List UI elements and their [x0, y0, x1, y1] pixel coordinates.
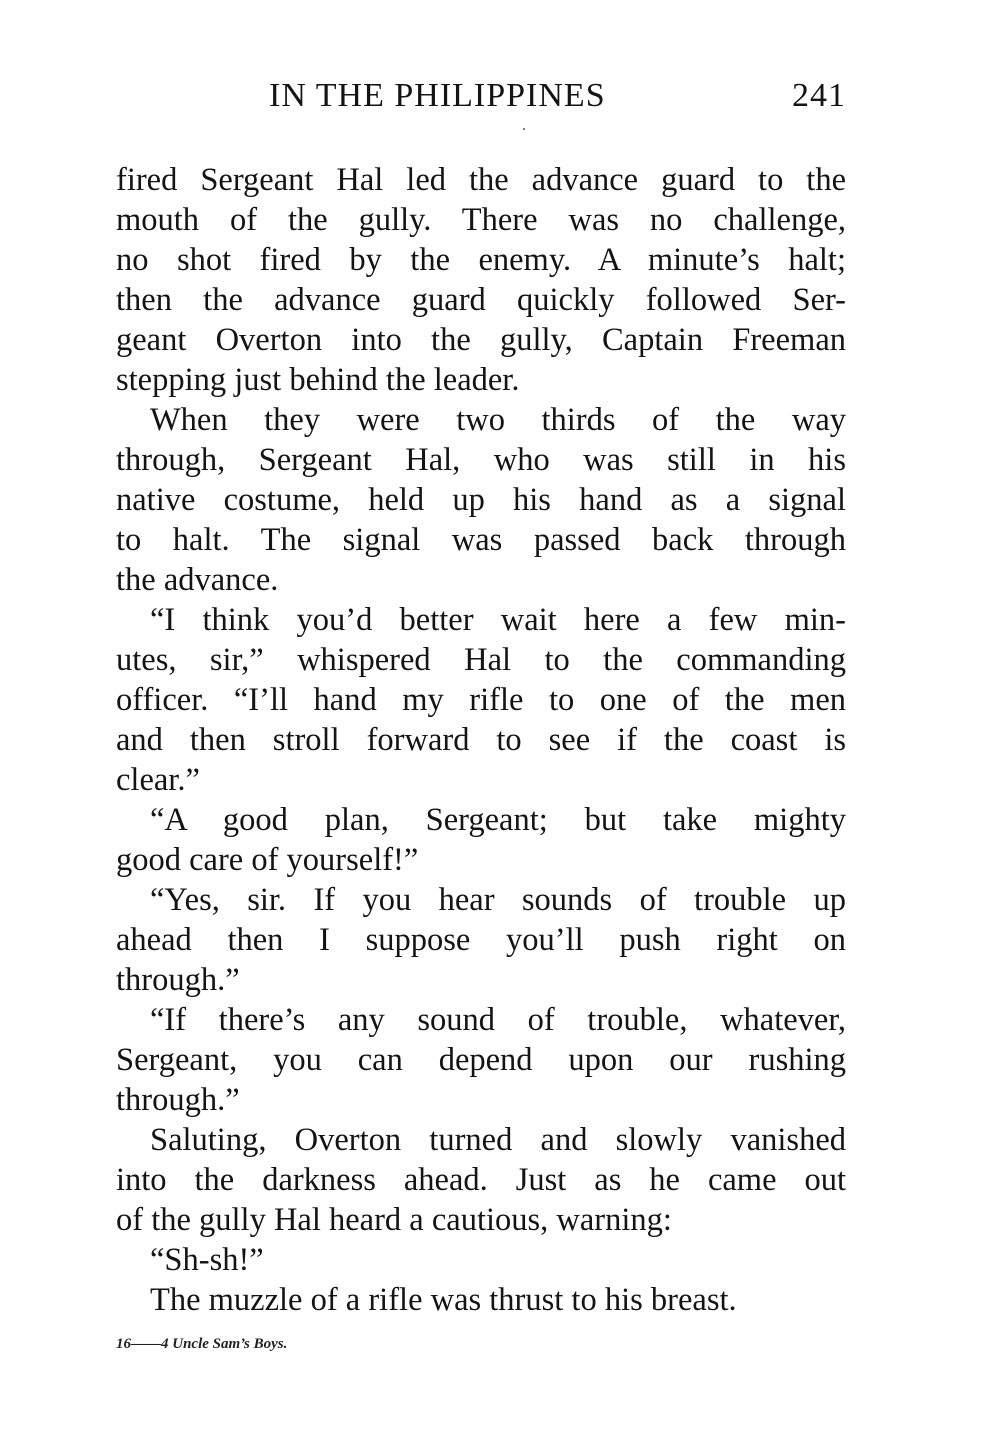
- text-line: and then stroll forward to see if the coast is: [116, 722, 846, 758]
- text-line: native costume, held up his hand as a signal: [116, 482, 846, 518]
- running-title: IN THE PHILIPPINES: [269, 77, 606, 114]
- text-line: to halt. The signal was passed back through: [116, 522, 846, 558]
- text-line: stepping just behind the leader.: [116, 362, 520, 398]
- body-text: [116, 160, 846, 1320]
- text-line: good care of yourself!”: [116, 842, 419, 878]
- text-line: through.”: [116, 962, 240, 998]
- text-line: the advance.: [116, 562, 279, 598]
- page-number: 241: [792, 77, 846, 114]
- text-line: no shot fired by the enemy. A minute’s halt;: [116, 242, 846, 278]
- text-line: then the advance guard quickly followed Ser-: [116, 282, 846, 318]
- text-line: Sergeant, you can depend upon our rushing: [116, 1042, 846, 1078]
- text-line: Saluting, Overton turned and slowly vanished: [150, 1122, 846, 1158]
- text-line: ahead then I suppose you’ll push right on: [116, 922, 846, 958]
- text-line: geant Overton into the gully, Captain Freeman: [116, 322, 846, 358]
- text-line: utes, sir,” whispered Hal to the commanding: [116, 642, 846, 678]
- text-line: “I think you’d better wait here a few min-: [150, 602, 846, 638]
- text-line: officer. “I’ll hand my rifle to one of the men: [116, 682, 846, 718]
- text-line: “If there’s any sound of trouble, whatever,: [150, 1002, 846, 1038]
- text-line: “A good plan, Sergeant; but take mighty: [150, 802, 846, 838]
- signature-mark: 16——4 Uncle Sam’s Boys.: [116, 1336, 288, 1352]
- text-line: The muzzle of a rifle was thrust to his breast.: [150, 1282, 737, 1318]
- text-line: through, Sergeant Hal, who was still in his: [116, 442, 846, 478]
- text-line: When they were two thirds of the way: [150, 402, 846, 438]
- print-speck: [523, 128, 525, 130]
- text-line: clear.”: [116, 762, 200, 798]
- text-line: fired Sergeant Hal led the advance guard to the: [116, 162, 846, 198]
- text-line: “Yes, sir. If you hear sounds of trouble up: [150, 882, 846, 918]
- text-line: “Sh-sh!”: [150, 1242, 264, 1278]
- text-line: through.”: [116, 1082, 240, 1118]
- text-line: of the gully Hal heard a cautious, warning:: [116, 1202, 672, 1238]
- text-line: into the darkness ahead. Just as he came out: [116, 1162, 846, 1198]
- text-line: mouth of the gully. There was no challenge,: [116, 202, 846, 238]
- running-head: [116, 74, 846, 118]
